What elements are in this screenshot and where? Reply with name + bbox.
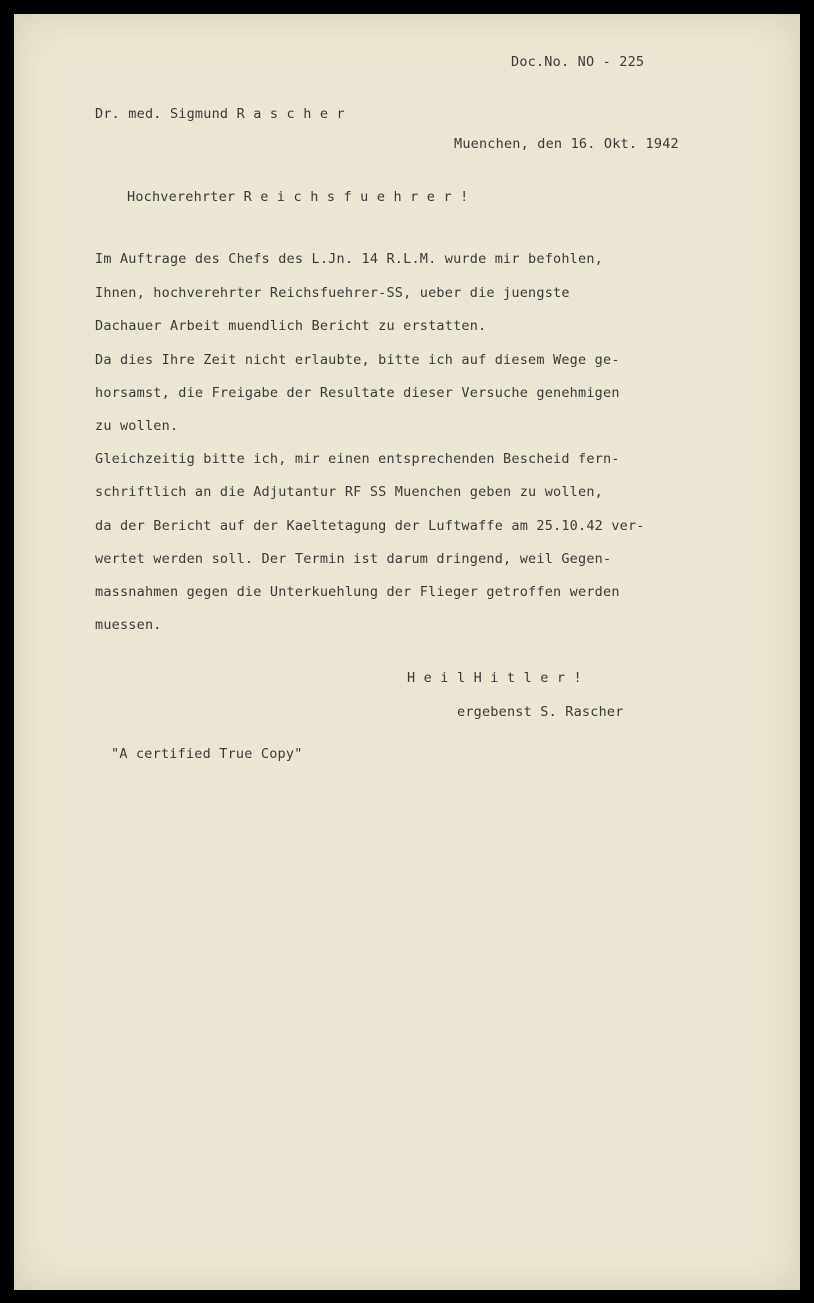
- body-line: wertet werden soll. Der Termin ist darum dringend, weil Gegen-: [95, 551, 612, 567]
- salutation: Hochverehrter R e i c h s f u e h r e r !: [127, 189, 469, 205]
- body-line: massnahmen gegen die Unterkuehlung der Flieger getroffen werden: [95, 584, 620, 600]
- place-date-line: Muenchen, den 16. Okt. 1942: [454, 136, 679, 152]
- body-line: muessen.: [95, 617, 162, 633]
- body-line: Dachauer Arbeit muendlich Bericht zu erstatten.: [95, 318, 487, 334]
- document-page: [14, 14, 800, 1290]
- closing-line: H e i l H i t l e r !: [407, 670, 582, 686]
- document-number: Doc.No. NO - 225: [511, 54, 645, 70]
- signature-line: ergebenst S. Rascher: [457, 704, 624, 720]
- body-line: Gleichzeitig bitte ich, mir einen entsprechenden Bescheid fern-: [95, 451, 620, 467]
- body-line: horsamst, die Freigabe der Resultate dieser Versuche genehmigen: [95, 385, 620, 401]
- body-line: Ihnen, hochverehrter Reichsfuehrer-SS, ueber die juengste: [95, 285, 570, 301]
- certification-note: "A certified True Copy": [111, 746, 303, 762]
- body-line: Da dies Ihre Zeit nicht erlaubte, bitte ich auf diesem Wege ge-: [95, 352, 620, 368]
- author-line: Dr. med. Sigmund R a s c h e r: [95, 106, 345, 122]
- body-line: schriftlich an die Adjutantur RF SS Muenchen geben zu wollen,: [95, 484, 603, 500]
- body-line: zu wollen.: [95, 418, 179, 434]
- body-line: da der Bericht auf der Kaeltetagung der Luftwaffe am 25.10.42 ver-: [95, 518, 645, 534]
- body-line: Im Auftrage des Chefs des L.Jn. 14 R.L.M. wurde mir befohlen,: [95, 251, 603, 267]
